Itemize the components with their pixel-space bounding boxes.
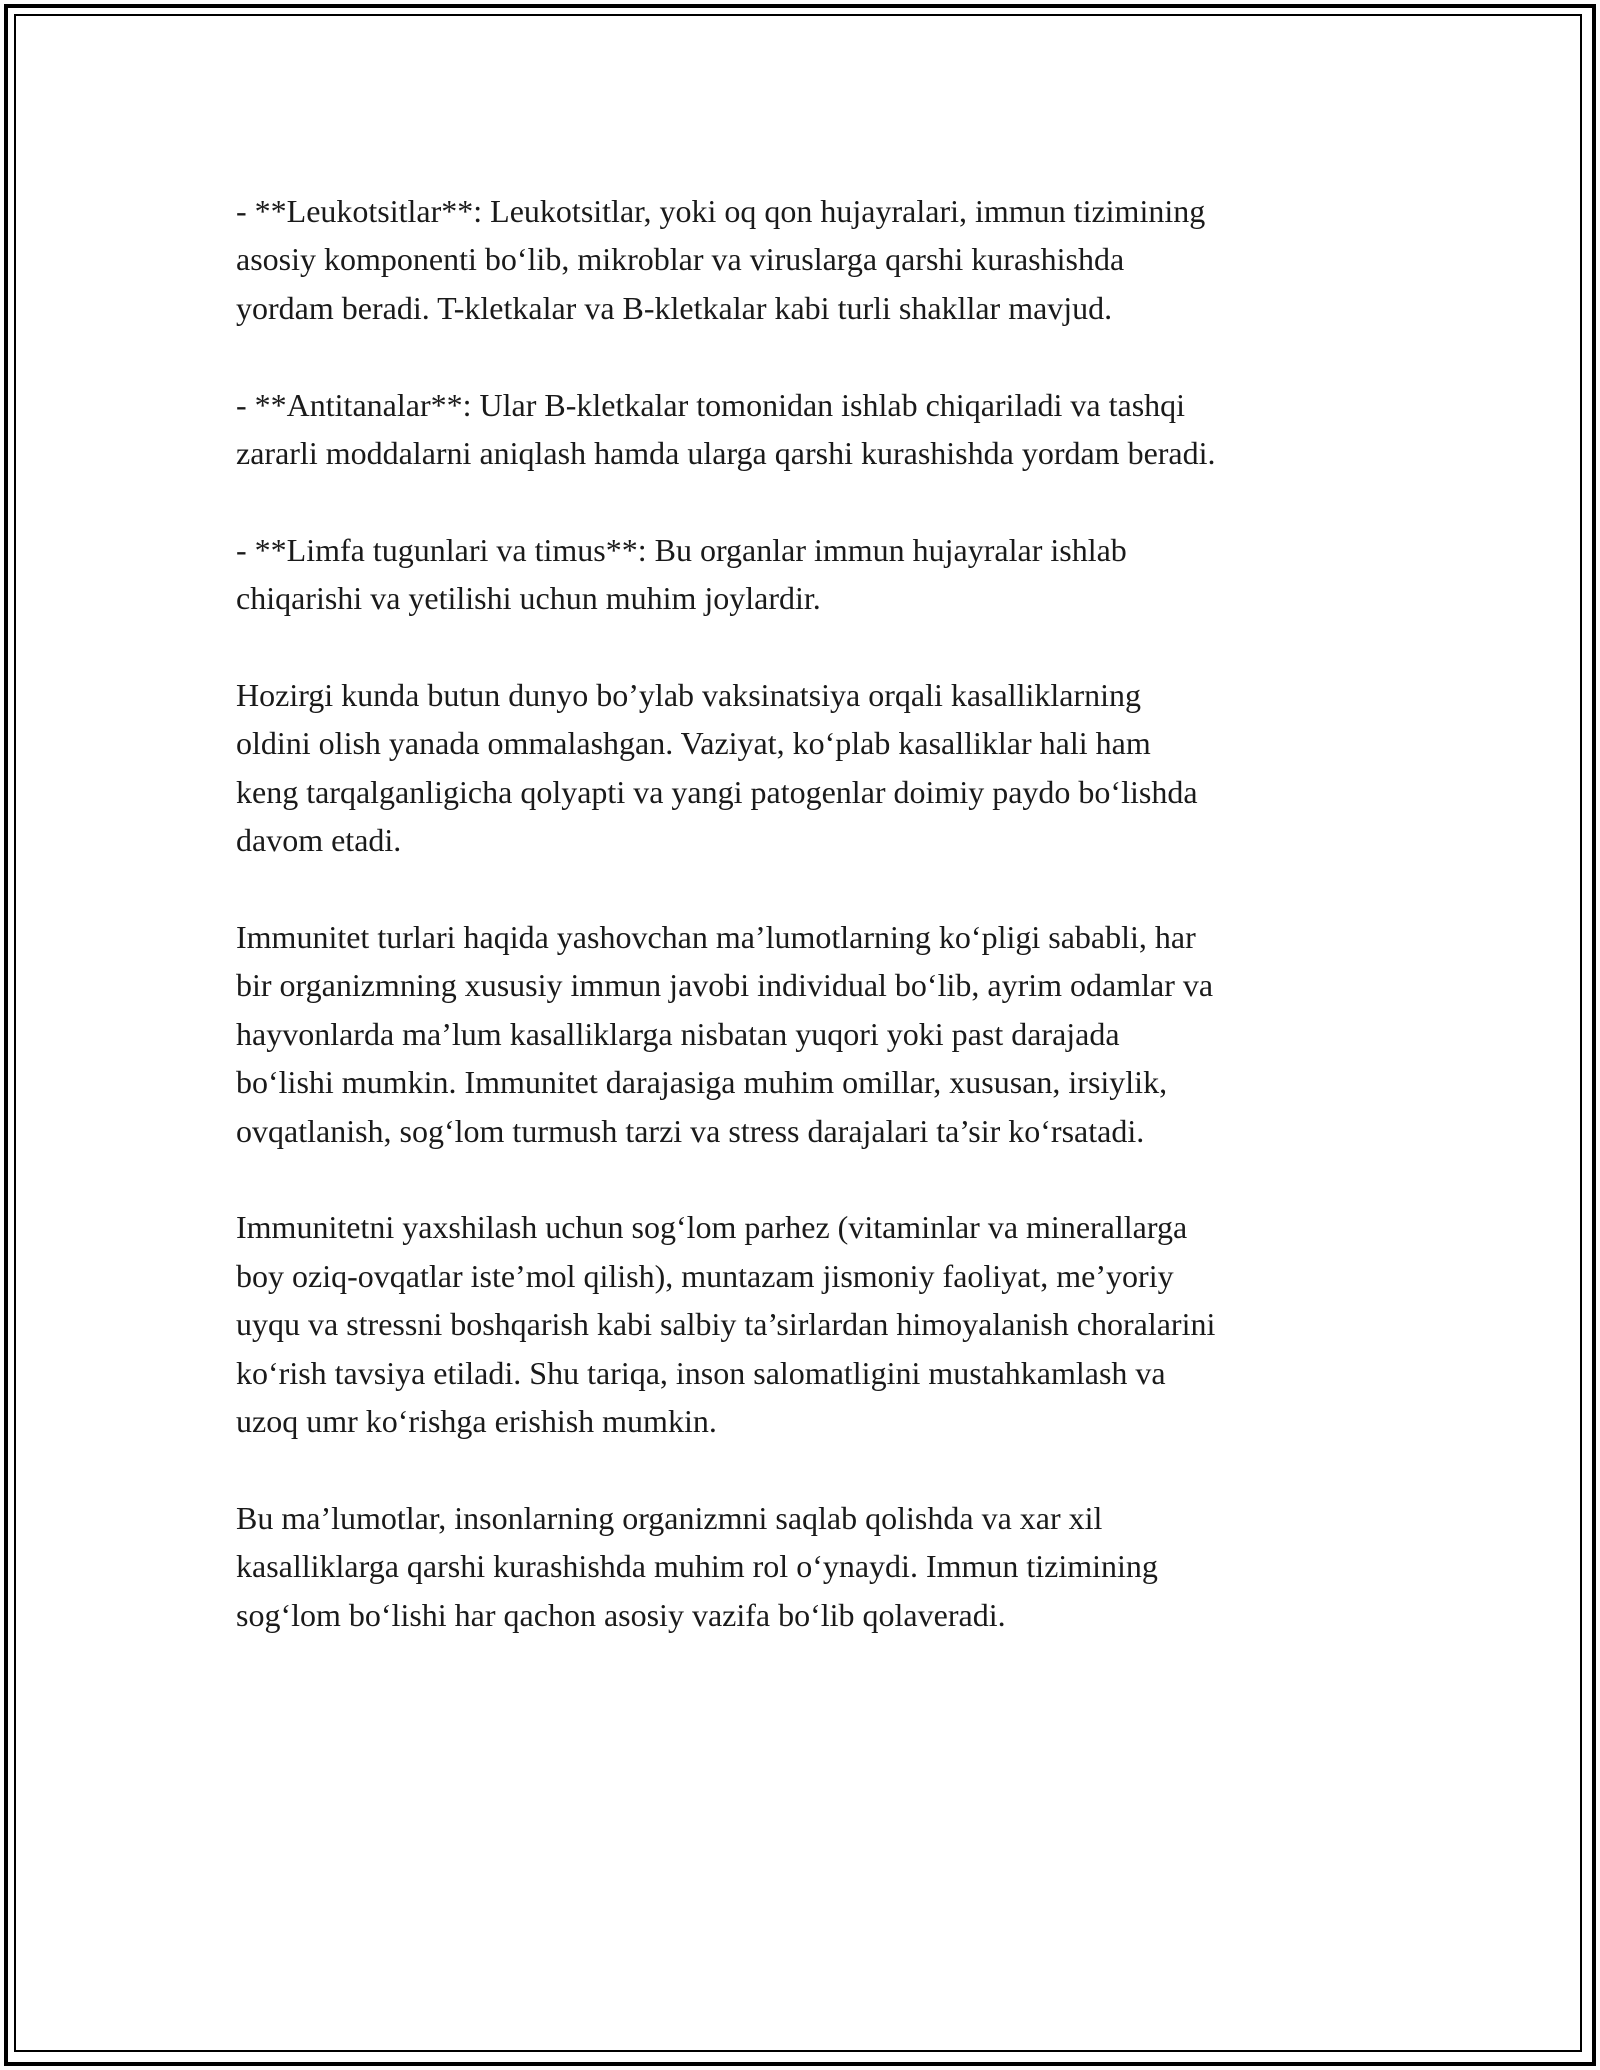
paragraph-leukotsitlar: - **Leukotsitlar**: Leukotsitlar, yoki oq qon hujayralari, immun tizimining asosiy komponenti bo‘lib, mikroblar va viruslarga qarshi kurashishda yordam beradi. T-kletkalar va B-kletkalar kabi turli shakllar mavjud. bbox=[236, 193, 1206, 326]
document-body bbox=[236, 187, 1371, 1687]
paragraph-limfa-tugunlari: - **Limfa tugunlari va timus**: Bu organlar immun hujayralar ishlab chiqarishi va yetilishi uchun muhim joylardir. bbox=[236, 531, 1127, 617]
paragraph-immunitetni-yaxshilash: Immunitetni yaxshilash uchun sog‘lom parhez (vitaminlar va minerallarga boy oziq-ovqatlar iste’mol qilish), muntazam jismoniy faoliyat, me’yoriy uyqu va stressni boshqarish kabi salbiy ta’sirlardan himoyalanish choralarini ko‘rish tavsiya etiladi. Shu tariqa, inson salomatligini mustahkamlash va uzoq umr ko‘rishga erishish mumkin. bbox=[236, 1209, 1216, 1440]
paragraph-immunitet-turlari: Immunitet turlari haqida yashovchan ma’lumotlarning ko‘pligi sababli, har bir organizmning xususiy immun javobi individual bo‘lib, ayrim odamlar va hayvonlarda ma’lum kasalliklarga nisbatan yuqori yoki past darajada bo‘lishi mumkin. Immunitet darajasiga muhim omillar, xususan, irsiylik, ovqatlanish, sog‘lom turmush tarzi va stress darajalari ta’sir ko‘rsatadi. bbox=[236, 919, 1214, 1149]
paragraph-antitanalar: - **Antitanalar**: Ular B-kletkalar tomonidan ishlab chiqariladi va tashqi zararli moddalarni aniqlash hamda ularga qarshi kurashishda yordam beradi. bbox=[236, 386, 1216, 472]
paragraph-vaksinatsiya: Hozirgi kunda butun dunyo bo’ylab vaksinatsiya orqali kasalliklarning oldini olish yanada ommalashgan. Vaziyat, ko‘plab kasalliklar hali ham keng tarqalganligicha qolyapti va yangi patogenlar doimiy paydo bo‘lishda davom etadi. bbox=[236, 677, 1198, 859]
paragraph-xulosa: Bu ma’lumotlar, insonlarning organizmni saqlab qolishda va xar xil kasalliklarga qarshi kurashishda muhim rol o‘ynaydi. Immun tizimining sog‘lom bo‘lishi har qachon asosiy vazifa bo‘lib qolaveradi. bbox=[236, 1499, 1158, 1633]
